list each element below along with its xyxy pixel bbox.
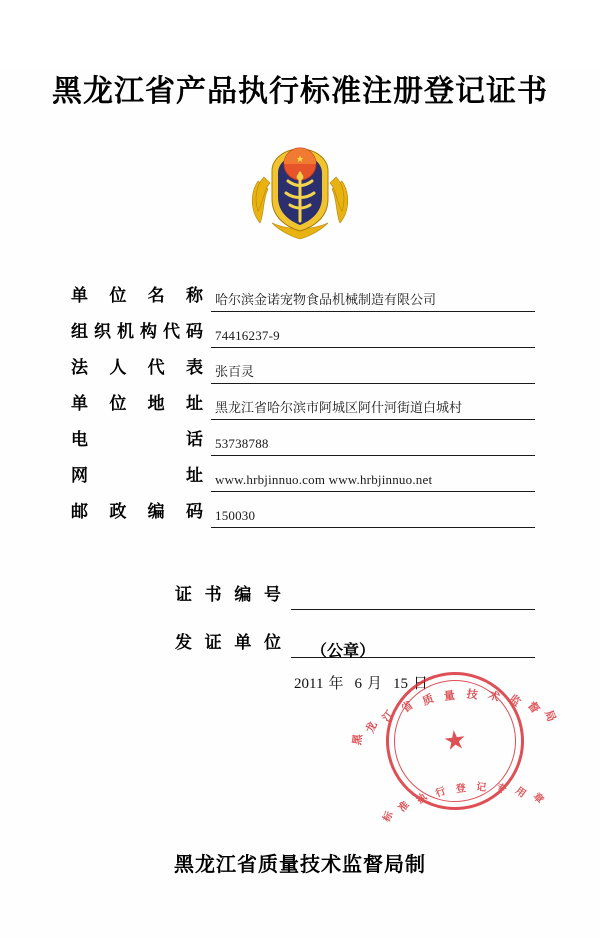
unit-name-value: 哈尔滨金诺宠物食品机械制造有限公司 bbox=[211, 291, 535, 312]
org-code-label: 组织机构代码 bbox=[71, 322, 203, 342]
issuing-authority-label: 发证单位 bbox=[175, 633, 281, 653]
field-row bbox=[65, 384, 535, 420]
page-title: 黑龙江省产品执行标准注册登记证书 bbox=[52, 74, 548, 109]
issuing-authority-value: （公章） bbox=[291, 638, 535, 658]
postal-code-value: 150030 bbox=[211, 507, 535, 528]
fields-list bbox=[65, 276, 535, 528]
month-unit: 月 bbox=[366, 674, 382, 692]
issue-month: 6 bbox=[354, 676, 362, 692]
org-code-value: 74416237-9 bbox=[211, 327, 535, 348]
field-row bbox=[65, 276, 535, 312]
seal-bottom-text: 标准执 行 登 记 专 用 章 bbox=[381, 781, 546, 824]
lower-block bbox=[65, 562, 535, 658]
field-row bbox=[65, 420, 535, 456]
certificate-number-label: 证书编号 bbox=[175, 585, 281, 605]
field-row bbox=[65, 492, 535, 528]
year-unit: 年 bbox=[328, 674, 344, 692]
telephone-value: 53738788 bbox=[211, 435, 535, 456]
emblem-container bbox=[0, 136, 600, 246]
certificate-number-row bbox=[65, 562, 535, 610]
day-unit: 日 bbox=[412, 674, 428, 692]
svg-text:★: ★ bbox=[295, 155, 305, 165]
website-label: 网址 bbox=[71, 466, 203, 486]
seal-star-icon: ★ bbox=[441, 724, 469, 757]
issue-year: 2011 bbox=[294, 676, 324, 692]
field-row bbox=[65, 456, 535, 492]
quality-supervision-emblem bbox=[244, 137, 356, 245]
unit-address-value: 黑龙江省哈尔滨市阿城区阿什河街道白城村 bbox=[211, 399, 535, 420]
issuing-authority-row bbox=[65, 610, 535, 658]
legal-representative-label: 法人代表 bbox=[71, 358, 203, 378]
telephone-label: 电话 bbox=[71, 430, 203, 450]
postal-code-label: 邮政编码 bbox=[71, 502, 203, 522]
certificate-page bbox=[0, 66, 600, 938]
field-row bbox=[65, 312, 535, 348]
seal-top-text: 黑龙江省 质 量 技 术 监 督局 bbox=[349, 687, 558, 747]
field-row bbox=[65, 348, 535, 384]
issue-date bbox=[65, 672, 535, 693]
footer-issuer: 黑龙江省质量技术监督局制 bbox=[174, 852, 426, 876]
issue-day: 15 bbox=[392, 676, 408, 692]
certificate-number-value bbox=[291, 590, 535, 610]
legal-representative-value: 张百灵 bbox=[211, 363, 535, 384]
website-value: www.hrbjinnuo.com www.hrbjinnuo.net bbox=[211, 471, 535, 492]
seal-inner-ring bbox=[387, 673, 523, 809]
unit-address-label: 单位地址 bbox=[71, 394, 203, 414]
unit-name-label: 单位名称 bbox=[71, 286, 203, 306]
